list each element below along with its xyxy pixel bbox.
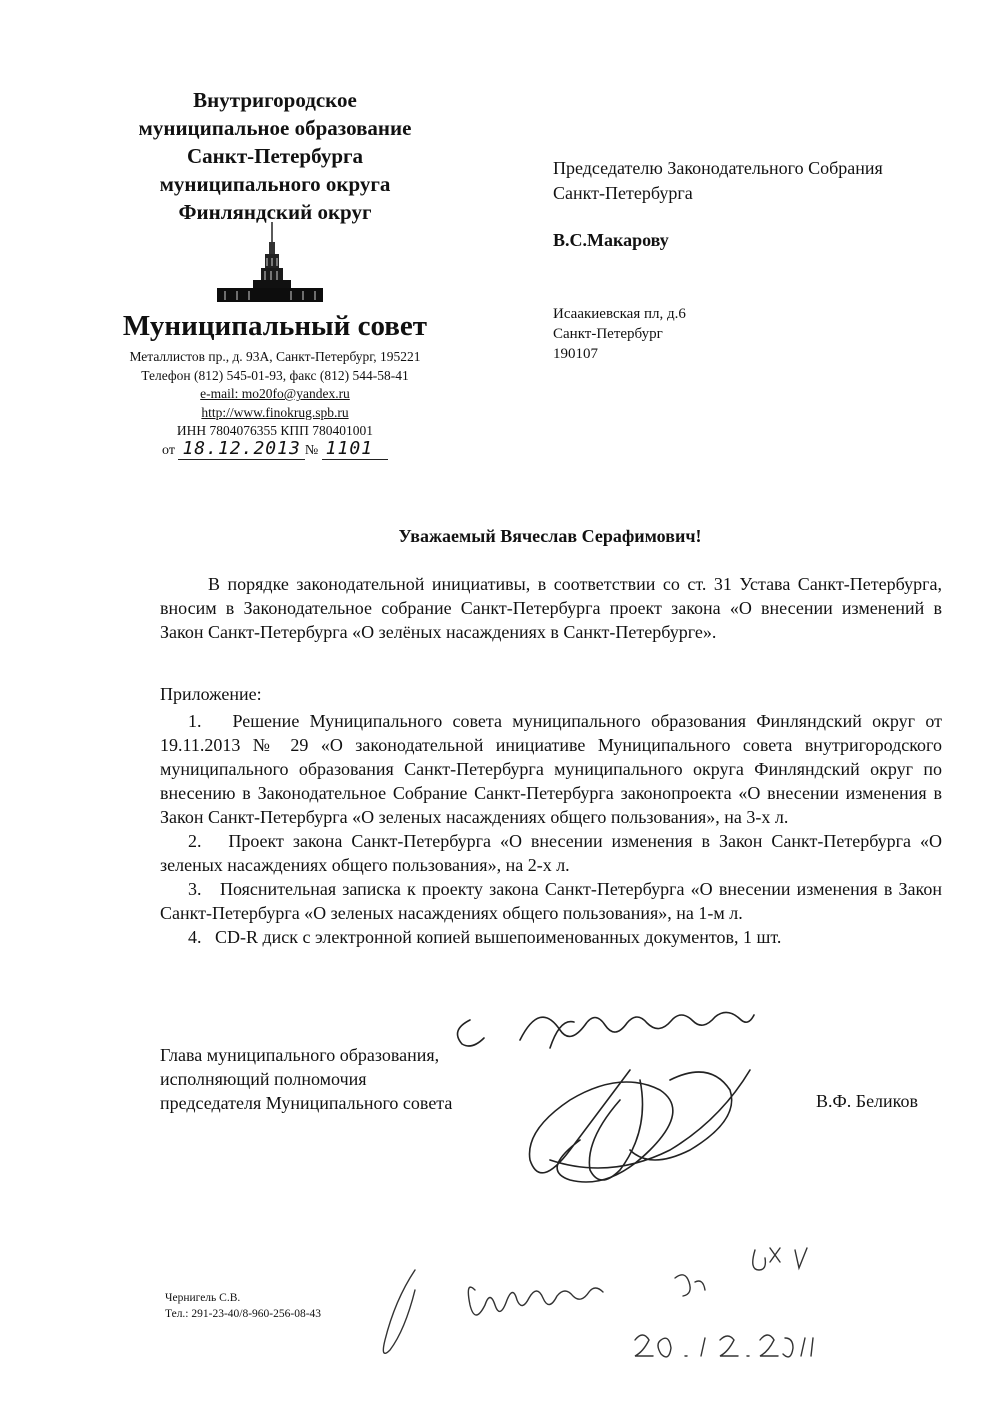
spire-building-icon <box>215 222 325 304</box>
sender-address: Металлистов пр., д. 93А, Санкт-Петербург, 195221 <box>129 349 421 364</box>
attachments-list <box>160 709 942 949</box>
attachment-item <box>160 925 942 949</box>
attachment-text: Проект закона Санкт-Петербурга «О внесении изменения в Закон Санкт-Петербурга «О зеленых насаждениях общего пользования», на 2-х л. <box>160 831 942 875</box>
recipient-address-line: Исаакиевская пл, д.6 <box>553 306 686 322</box>
sender-email[interactable]: e-mail: mo20fo@yandex.ru <box>200 386 350 401</box>
registration-handwriting <box>375 1230 835 1380</box>
sender-website[interactable]: http://www.finokrug.spb.ru <box>201 404 349 420</box>
org-line: Внутригородское <box>193 88 357 112</box>
attachment-text: CD-R диск с электронной копией вышепоименованных документов, 1 шт. <box>215 927 782 947</box>
attachment-number: 1. <box>188 711 202 731</box>
sender-contacts <box>110 348 440 441</box>
handwritten-signature <box>430 1000 830 1200</box>
sender-phone: Телефон (812) 545-01-93, факс (812) 544-58-41 <box>141 367 409 383</box>
org-line: муниципального округа <box>159 172 391 196</box>
recipient-address <box>553 304 686 364</box>
signer-position <box>160 1043 452 1115</box>
attachment-number: 2. <box>188 831 202 851</box>
sender-org-name <box>110 86 440 226</box>
date-prefix: от <box>162 443 175 458</box>
number-prefix: № <box>304 443 319 458</box>
recipient-name: В.С.Макарову <box>553 230 669 250</box>
org-line: Финляндский округ <box>178 200 372 224</box>
attachment-text: Решение Муниципального совета муниципального образования Финляндский округ от 19.11.2013 № 29 «О законодательной инициативе Муниципального совета внутригородского муниципального образования Санкт-Петербурга муниципального округа Финляндский округ по внесению в Законодательное Собрание Санкт-Петербурга законопроекта «О внесении изменения в Закон Санкт-Петербурга «О зеленых насаждениях общего пользования», на 3-х л. <box>160 711 943 827</box>
body-paragraph: В порядке законодательной инициативы, в соответствии со ст. 31 Устава Санкт-Петербурга, вносим в Законодательное собрание Санкт-Петербурга проект закона «О внесении изменений в Закон Санкт-Петербурга «О зелёных насаждениях в Санкт-Петербурге». <box>160 574 942 642</box>
council-title: Муниципальный совет <box>122 310 428 342</box>
attachment-item <box>160 877 942 925</box>
outgoing-date: 18.12.2013 <box>178 438 304 460</box>
signer-position-line: исполняющий полномочия <box>160 1069 367 1089</box>
attachment-item <box>160 829 942 877</box>
org-line: муниципальное образование <box>138 116 412 140</box>
attachment-item <box>160 709 942 829</box>
recipient-title <box>553 156 953 206</box>
executor-info <box>165 1290 321 1322</box>
recipient-address-line: 190107 <box>553 346 598 362</box>
letter-body <box>160 572 942 644</box>
sender-inn: ИНН 7804076355 КПП 780401001 <box>176 423 374 438</box>
recipient-title-line: Санкт-Петербурга <box>553 183 693 203</box>
signer-name: В.Ф. Беликов <box>816 1091 918 1111</box>
attachment-number: 3. <box>188 879 202 899</box>
signer-position-line: Глава муниципального образования, <box>160 1045 440 1065</box>
executor-phone: Тел.: 291-23-40/8-960-256-08-43 <box>165 1308 322 1320</box>
greeting: Уважаемый Вячеслав Серафимович! <box>398 526 702 546</box>
recipient-address-line: Санкт-Петербург <box>553 326 663 342</box>
org-line: Санкт-Петербурга <box>186 144 364 168</box>
outgoing-reference <box>162 438 402 460</box>
outgoing-number: 1101 <box>322 438 388 460</box>
attachments-heading: Приложение: <box>160 684 262 704</box>
executor-name: Чернигель С.В. <box>165 1292 241 1304</box>
recipient-title-line: Председателю Законодательного Собрания <box>553 158 883 178</box>
attachment-text: Пояснительная записка к проекту закона Санкт-Петербурга «О внесении изменения в Закон Санкт-Петербурга «О зеленых насаждениях общего пользования», на 1-м л. <box>160 879 942 923</box>
signer-position-line: председателя Муниципального совета <box>160 1093 453 1113</box>
attachment-number: 4. <box>188 927 202 947</box>
